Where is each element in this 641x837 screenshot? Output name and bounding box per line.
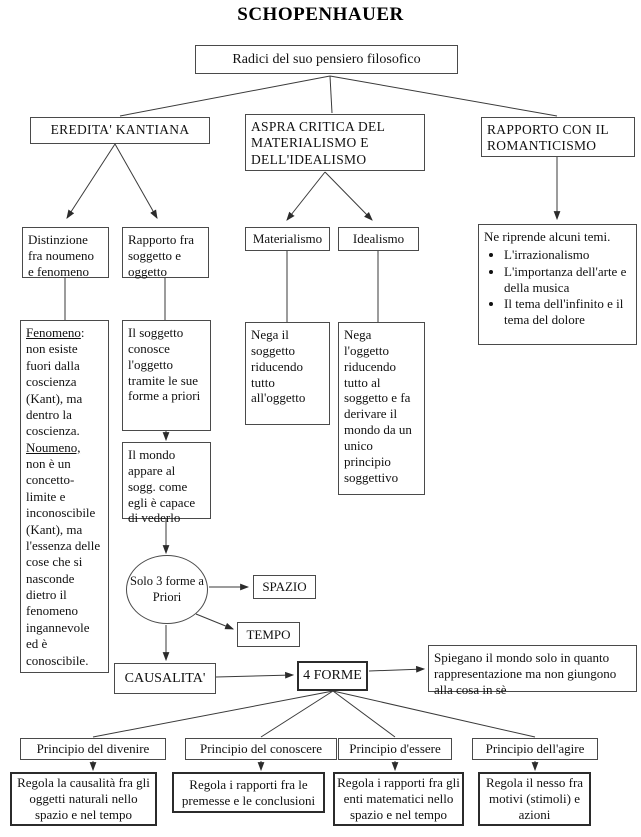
- node-materialismo: Materialismo: [245, 227, 330, 251]
- node-principio-essere: Principio d'essere: [338, 738, 452, 760]
- node-principio-divenire: Principio del divenire: [20, 738, 166, 760]
- edge-4forme-principi: [93, 691, 535, 737]
- node-nega-soggetto: Nega il soggetto riducendo tutto all'oggetto: [245, 322, 330, 425]
- node-fenomeno-noumeno: [20, 320, 109, 673]
- temi-list: [484, 247, 631, 328]
- node-regola-essere: Regola i rapporti fra gli enti matematici nello spazio e nel tempo: [333, 772, 464, 826]
- temi-item: • Il tema dell'infinito e il tema del dolore: [504, 296, 631, 328]
- page-title: SCHOPENHAUER: [237, 4, 404, 25]
- node-spiegano: Spiegano il mondo solo in quanto rappresentazione ma non giungono alla cosa in sè: [428, 645, 637, 692]
- node-mondo-appare: Il mondo appare al sogg. come egli è capace di vederlo: [122, 442, 211, 519]
- node-regola-conoscere: Regola i rapporti fra le premesse e le conclusioni: [172, 772, 325, 813]
- node-regola-divenire: Regola la causalità fra gli oggetti naturali nello spazio e nel tempo: [10, 772, 157, 826]
- node-temi-ripresi: [478, 224, 637, 345]
- node-aspra-critica: ASPRA CRITICA DEL MATERIALISMO E DELL'IDEALISMO: [245, 114, 425, 171]
- node-principio-conoscere: Principio del conoscere: [185, 738, 337, 760]
- edge-4forme-spiegano: [369, 669, 424, 671]
- node-radici: Radici del suo pensiero filosofico: [195, 45, 458, 74]
- node-rapporto-romanticismo: RAPPORTO CON IL ROMANTICISMO: [481, 117, 635, 157]
- edge-eredita-children: [67, 144, 157, 218]
- edge-aspra-children: [287, 172, 372, 220]
- fenomeno-text: : non esiste fuori dalla coscienza (Kant), ma dentro la coscienza.: [26, 325, 85, 439]
- temi-item: • L'importanza dell'arte e della musica: [504, 264, 631, 296]
- node-solo-3-forme: Solo 3 forme a Priori: [126, 555, 208, 624]
- edge-level3-level4: [65, 250, 378, 322]
- node-eredita-kantiana: EREDITA' KANTIANA: [30, 117, 210, 144]
- node-soggetto-conosce: Il soggetto conosce l'oggetto tramite le sue forme a priori: [122, 320, 211, 431]
- noumeno-text: non è un concetto-limite e inconoscibile (Kant), ma l'essenza delle cose che si nasconde dietro il fenomeno ingannevole ed è conoscibile.: [26, 456, 101, 668]
- node-nega-oggetto: Nega l'oggetto riducendo tutto al soggetto e fa derivare il mondo da un unico principio soggettivo: [338, 322, 425, 495]
- node-4-forme: 4 FORME: [297, 661, 368, 691]
- node-causalita: CAUSALITA': [114, 663, 216, 694]
- node-rapporto-soggetto: Rapporto fra soggetto e oggetto: [122, 227, 209, 278]
- edge-principi-desc: [93, 761, 535, 770]
- node-spazio: SPAZIO: [253, 575, 316, 599]
- temi-intro: Ne riprende alcuni temi.: [484, 229, 611, 244]
- node-principio-agire: Principio dell'agire: [472, 738, 598, 760]
- temi-item: • L'irrazionalismo: [504, 247, 631, 263]
- edge-causalita-4forme: [216, 675, 293, 677]
- noumeno-term: Noumeno,: [26, 439, 81, 455]
- edge-forme-tempo: [196, 614, 233, 629]
- edge-radici-branches: [120, 76, 557, 116]
- node-tempo: TEMPO: [237, 622, 300, 647]
- node-distinzione: Distinzione fra noumeno e fenomeno: [22, 227, 109, 278]
- fenomeno-term: Fenomeno: [26, 325, 81, 340]
- node-idealismo: Idealismo: [338, 227, 419, 251]
- node-regola-agire: Regola il nesso fra motivi (stimoli) e azioni: [478, 772, 591, 826]
